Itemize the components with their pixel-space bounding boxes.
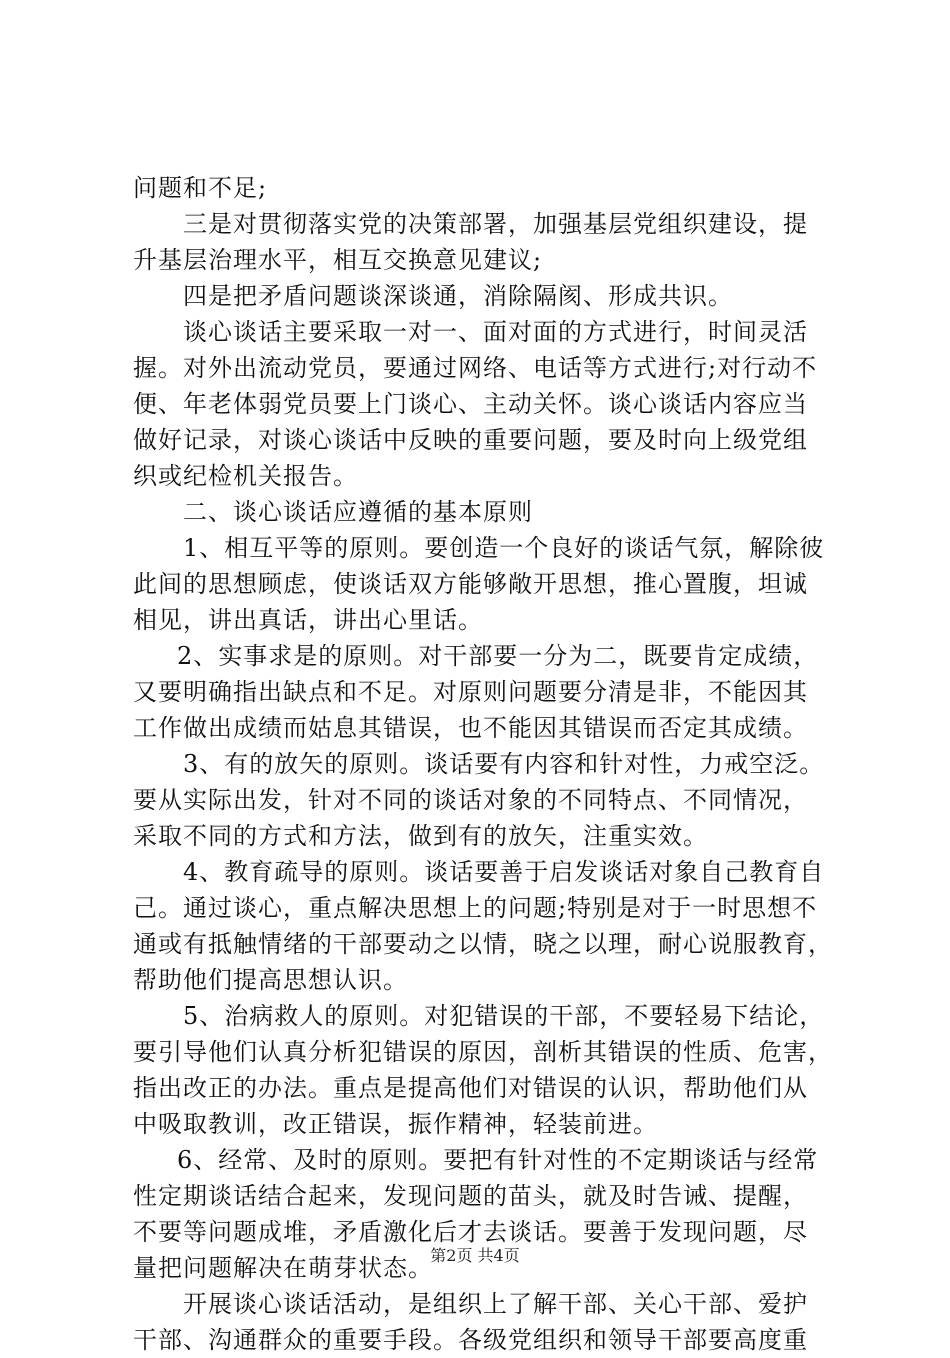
text-line: 要引导他们认真分析犯错误的原因，剖析其错误的性质、危害，: [133, 1038, 833, 1066]
text-line: 通或有抵触情绪的干部要动之以情，晓之以理，耐心说服教育，: [133, 930, 833, 958]
text-line: 5、治病救人的原则。对犯错误的干部，不要轻易下结论，: [183, 1002, 825, 1030]
text-line: 升基层治理水平，相互交换意见建议;: [133, 246, 543, 274]
text-line: 3、有的放矢的原则。谈话要有内容和针对性，力戒空泛。: [183, 750, 825, 778]
text-line: 便、年老体弱党员要上门谈心、主动关怀。谈心谈话内容应当: [133, 390, 808, 418]
page-number-footer: 第2页 共4页: [430, 1246, 520, 1265]
text-line: 4、教育疏导的原则。谈话要善于启发谈话对象自己教育自: [183, 858, 825, 886]
text-line: 握。对外出流动党员，要通过网络、电话等方式进行;对行动不: [133, 354, 818, 382]
text-line: 量把问题解决在萌芽状态。: [133, 1254, 433, 1282]
text-line: 织或纪检机关报告。: [133, 462, 358, 490]
text-line: 工作做出成绩而姑息其错误，也不能因其错误而否定其成绩。: [133, 714, 808, 742]
text-line: 三是对贯彻落实党的决策部署，加强基层党组织建设，提: [183, 210, 808, 238]
text-line: 二、谈心谈话应遵循的基本原则: [183, 498, 533, 526]
text-line: 做好记录，对谈心谈话中反映的重要问题，要及时向上级党组: [133, 426, 808, 454]
text-line: 干部、沟通群众的重要手段。各级党组织和领导干部要高度重: [133, 1326, 808, 1354]
text-line: 问题和不足;: [133, 174, 268, 202]
text-line: 又要明确指出缺点和不足。对原则问题要分清是非，不能因其: [133, 678, 808, 706]
text-line: 谈心谈话主要采取一对一、面对面的方式进行，时间灵活: [183, 318, 808, 346]
text-line: 相见，讲出真话，讲出心里话。: [133, 606, 483, 634]
text-line: 不要等问题成堆，矛盾激化后才去谈话。要善于发现问题，尽: [133, 1218, 808, 1246]
text-line: 2、实事求是的原则。对干部要一分为二，既要肯定成绩，: [177, 642, 819, 670]
text-line: 中吸取教训，改正错误，振作精神，轻装前进。: [133, 1110, 658, 1138]
text-line: 6、经常、及时的原则。要把有针对性的不定期谈话与经常: [177, 1146, 819, 1174]
text-line: 指出改正的办法。重点是提高他们对错误的认识，帮助他们从: [133, 1074, 808, 1102]
text-line: 1、相互平等的原则。要创造一个良好的谈话气氛，解除彼: [183, 534, 825, 562]
text-line: 四是把矛盾问题谈深谈通，消除隔阂、形成共识。: [183, 282, 733, 310]
text-line: 帮助他们提高思想认识。: [133, 966, 408, 994]
text-line: 开展谈心谈话活动，是组织上了解干部、关心干部、爱护: [183, 1290, 808, 1318]
text-line: 此间的思想顾虑，使谈话双方能够敞开思想，推心置腹，坦诚: [133, 570, 808, 598]
document-body: [133, 170, 833, 1358]
text-line: 己。通过谈心，重点解决思想上的问题;特别是对于一时思想不: [133, 894, 818, 922]
text-line: 性定期谈话结合起来，发现问题的苗头，就及时告诫、提醒，: [133, 1182, 808, 1210]
text-line: 采取不同的方式和方法，做到有的放矢，注重实效。: [133, 822, 708, 850]
text-line: 要从实际出发，针对不同的谈话对象的不同特点、不同情况，: [133, 786, 808, 814]
